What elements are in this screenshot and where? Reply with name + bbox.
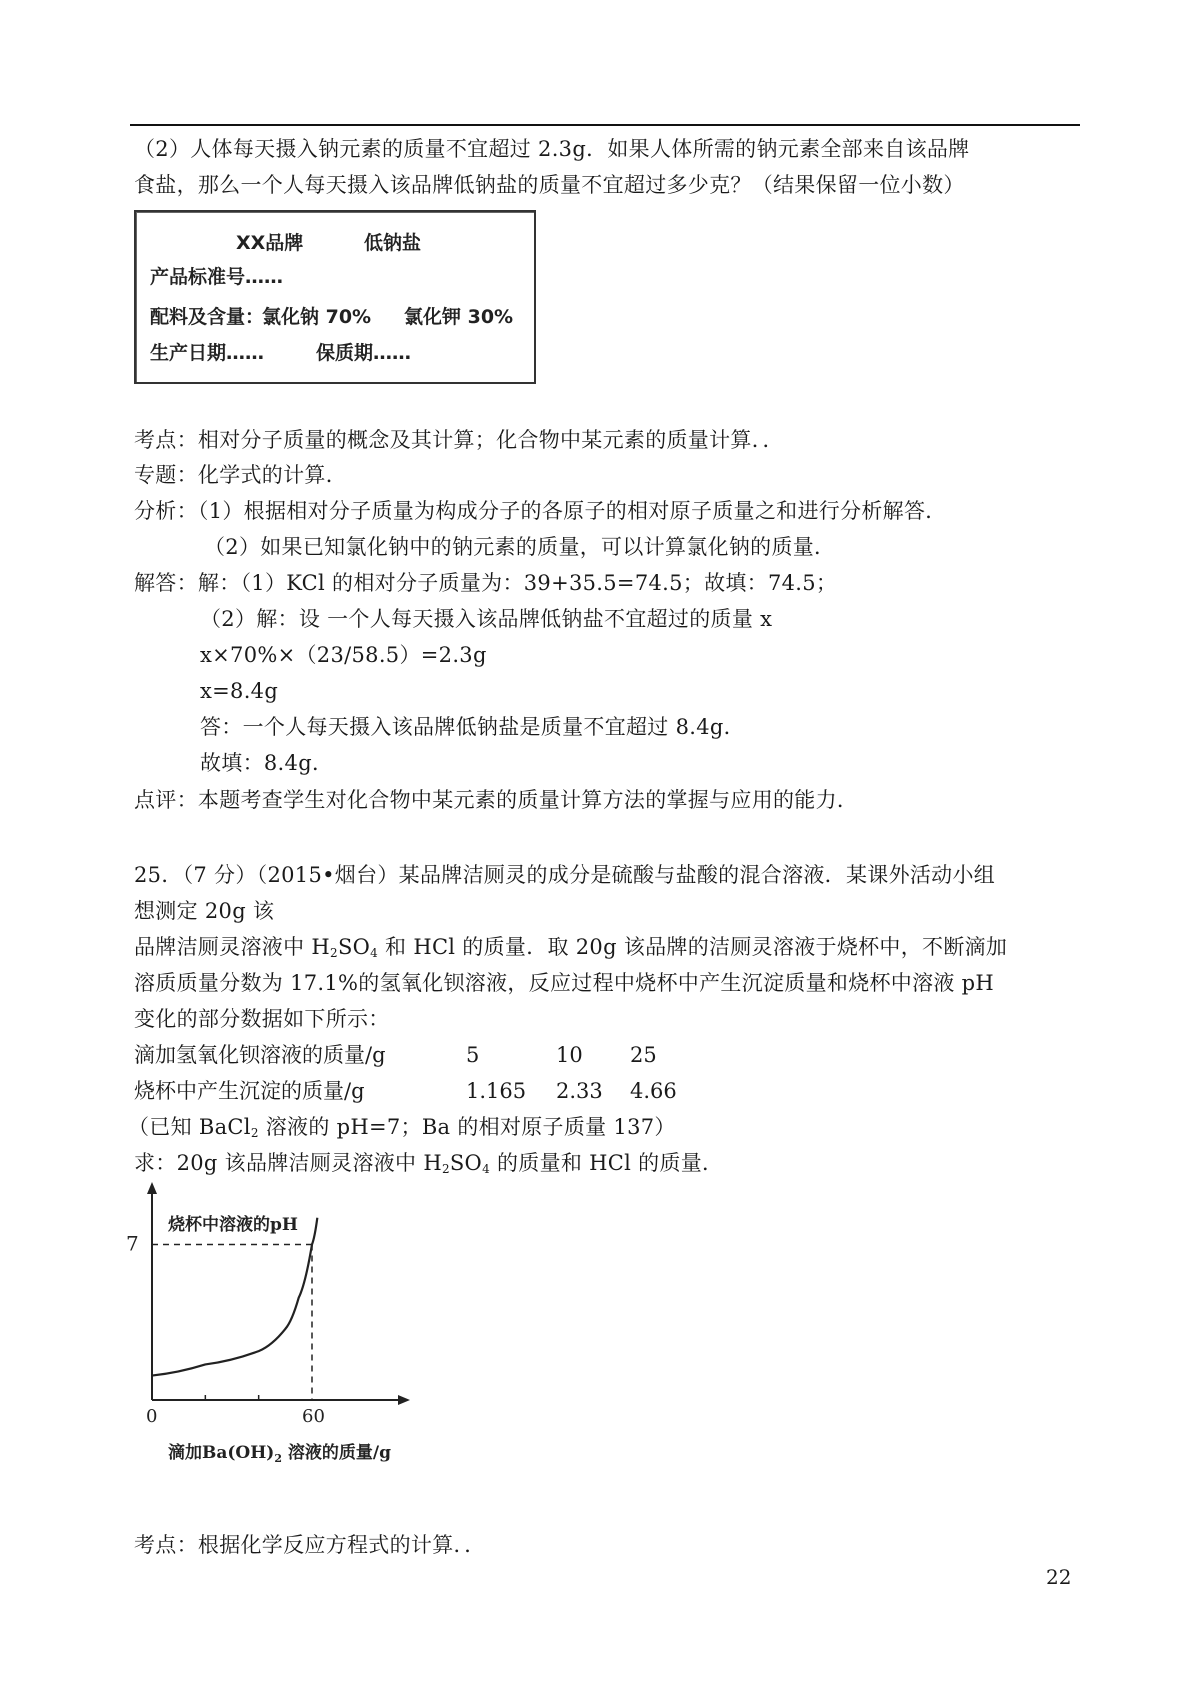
q25-line3-part-a: 品牌洁厕灵溶液中 H <box>134 935 330 959</box>
ph-curve <box>152 1218 317 1376</box>
x-axis-arrow <box>398 1395 410 1405</box>
question2-line1: （2）人体每天摄入钠元素的质量不宜超过 2.3g．如果人体所需的钠元素全部来自该品牌 <box>134 137 970 161</box>
q25-ask-sub1: 2 <box>441 1162 450 1176</box>
chart-xlabel-part-b: 溶液的质量/g <box>282 1443 392 1463</box>
chart-xlabel-sub: 2 <box>274 1452 282 1465</box>
q25-line3-sub1: 2 <box>330 946 338 960</box>
solution1-jieda3: x×70%×（23/58.5）=2.3g <box>200 643 487 667</box>
question25-note <box>128 1112 676 1148</box>
q25-note-sub: 2 <box>250 1126 259 1140</box>
q25-ask-part-c: 的质量和 HCl 的质量． <box>490 1151 724 1175</box>
data-row1-label: 滴加氢氧化钡溶液的质量/g <box>134 1043 386 1067</box>
q25-note-part-b: 溶液的 pH=7；Ba 的相对原子质量 137） <box>258 1115 676 1139</box>
solution25-kaodian: 考点：根据化学反应方程式的计算．． <box>134 1533 486 1557</box>
solution1-fenxi2: （2）如果已知氯化钠中的钠元素的质量，可以计算氯化钠的质量． <box>204 535 836 559</box>
solution1-jieda1: 解答：解：（1）KCl 的相对分子质量为：39+35.5=74.5；故填：74.5； <box>134 571 838 595</box>
q25-line3-part-c: 和 HCl 的质量．取 20g 该品牌的洁厕灵溶液于烧杯中，不断滴加 <box>378 935 1008 959</box>
salt-label-box <box>134 210 536 384</box>
question25-line1: 25．（7 分）（2015•烟台）某品牌洁厕灵的成分是硫酸与盐酸的混合溶液．某课外活动小组 <box>134 863 996 887</box>
q25-ask-part-b: SO <box>449 1151 483 1175</box>
salt-label-brand: XX品牌 <box>236 232 304 254</box>
q25-line3-part-b: SO <box>337 935 371 959</box>
data-row1-value: 5 <box>466 1043 480 1067</box>
solution1-jieda4: x=8.4g <box>200 679 279 703</box>
q25-ask-sub2: 4 <box>482 1162 491 1176</box>
y-tick-label: 7 <box>126 1231 139 1256</box>
data-row2-value: 2.33 <box>556 1079 603 1103</box>
ph-chart <box>128 1190 448 1470</box>
chart-ylabel: 烧杯中溶液的pH <box>168 1215 298 1235</box>
data-row2-value: 1.165 <box>466 1079 527 1103</box>
data-row1-value: 25 <box>630 1043 657 1067</box>
salt-label-standard: 产品标准号…… <box>150 266 284 288</box>
salt-label-name: 低钠盐 <box>364 232 422 254</box>
question2-line2: 食盐，那么一个人每天摄入该品牌低钠盐的质量不宜超过多少克？（结果保留一位小数） <box>134 173 965 197</box>
data-row2-label: 烧杯中产生沉淀的质量/g <box>134 1079 365 1103</box>
salt-label-ingredient1: 氯化钠 70% <box>262 306 372 328</box>
solution1-fenxi1: 分析：（1）根据相对分子质量为构成分子的各原子的相对原子质量之和进行分析解答． <box>134 499 947 523</box>
question25-line5: 变化的部分数据如下所示： <box>134 1007 390 1031</box>
data-row1-value: 10 <box>556 1043 583 1067</box>
chart-xlabel-part-a: 滴加Ba(OH) <box>168 1443 275 1463</box>
solution1-kaodian: 考点：相对分子质量的概念及其计算；化合物中某元素的质量计算．． <box>134 428 784 452</box>
q25-line3-sub2: 4 <box>370 946 379 960</box>
x-tick-label: 0 <box>146 1406 158 1427</box>
question25-ask <box>134 1148 723 1184</box>
salt-label-shelf: 保质期…… <box>316 342 412 364</box>
page-number: 22 <box>1046 1565 1072 1589</box>
q25-ask-part-a: 求：20g 该品牌洁厕灵溶液中 H <box>134 1151 442 1175</box>
question25-line2: 想测定 20g 该 <box>134 899 275 923</box>
chart-xlabel <box>168 1442 391 1465</box>
solution1-jieda5: 答：一个人每天摄入该品牌低钠盐是质量不宜超过 8.4g． <box>200 715 745 739</box>
salt-label-ingredient2: 氯化钾 30% <box>404 306 514 328</box>
solution1-zhuanti: 专题：化学式的计算． <box>134 463 347 487</box>
question25-line4: 溶质质量分数为 17.1%的氢氧化钡溶液，反应过程中烧杯中产生沉淀质量和烧杯中溶液 pH <box>134 971 995 995</box>
solution1-jieda6: 故填：8.4g． <box>200 751 334 775</box>
data-row2-value: 4.66 <box>630 1079 677 1103</box>
salt-label-production: 生产日期…… <box>150 342 265 364</box>
solution1-jieda2: （2）解：设 一个人每天摄入该品牌低钠盐不宜超过的质量 x <box>200 607 773 631</box>
header-rule <box>130 124 1080 126</box>
solution1-dianping: 点评：本题考查学生对化合物中某元素的质量计算方法的掌握与应用的能力． <box>134 788 859 812</box>
salt-label-ingredients-prefix: 配料及含量： <box>150 306 265 328</box>
q25-note-part-a: （已知 BaCl <box>128 1115 251 1139</box>
question25-line3 <box>134 932 1007 968</box>
x-tick-label: 60 <box>302 1406 325 1427</box>
